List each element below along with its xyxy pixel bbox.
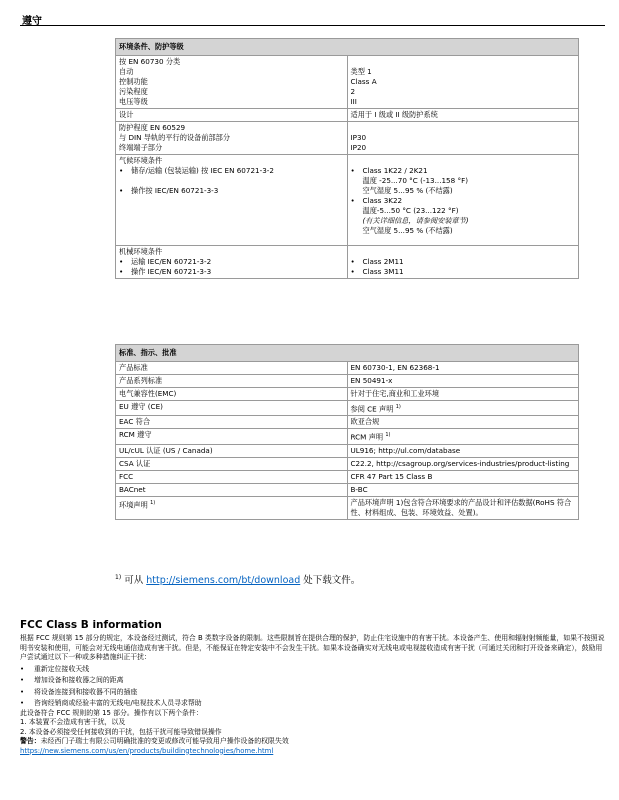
footnote-ref: 1): [385, 432, 391, 439]
table-row: [116, 362, 579, 375]
fcc-warning: [20, 737, 605, 747]
cell-text: RCM 遵守: [116, 429, 348, 444]
cell-text: EU 遵守 (CE): [116, 401, 348, 416]
environment-conditions-table: [115, 38, 579, 279]
cell-title: 气候环境条件: [119, 156, 163, 165]
footnote-text: 可从: [121, 575, 147, 586]
section-divider: [20, 25, 605, 26]
table-row: [116, 470, 579, 483]
section-title: 遵守: [22, 16, 42, 27]
cell-text: UL/cUL 认证 (US / Canada): [116, 444, 348, 457]
cell-text: 空气湿度 5...95 % (不结露): [362, 226, 453, 235]
cell-text: 适用于 I 级或 II 级防护系统: [347, 109, 579, 122]
footnote-marker: 1): [115, 573, 122, 581]
warning-label: 警告：: [20, 737, 41, 745]
cell-text: 终端端子部分: [119, 143, 163, 152]
standards-approvals-table: [115, 344, 579, 520]
cell-text: CSA 认证: [116, 457, 348, 470]
table-row: [116, 496, 579, 519]
table-row: [116, 56, 579, 109]
bullet-item: • Class 1K22 / 2K21: [351, 166, 576, 176]
cell-text: 按 EN 60730 分类: [119, 57, 181, 66]
cell-text: 自动: [119, 67, 134, 76]
table-row: [116, 246, 579, 279]
cell-text: 防护程度 EN 60529: [119, 123, 186, 132]
cell-text: 与 DIN 导轨的平行的设备前部部分: [119, 133, 231, 142]
download-link[interactable]: http://siemens.com/bt/download: [146, 575, 301, 586]
table-row: [116, 122, 579, 155]
cell-text: EN 60730-1, EN 62368-1: [347, 362, 579, 375]
fcc-condition: 2. 本设备必须接受任何接收到的干扰，包括干扰可能导致错误操作: [20, 727, 222, 736]
cell-text: FCC: [116, 470, 348, 483]
cell-text: III: [350, 97, 357, 106]
footnote-ref: 1): [395, 404, 401, 410]
bullet-item: • 操作 IEC/EN 60721-3-3: [119, 267, 344, 277]
bullet-item: • Class 2M11: [351, 257, 576, 267]
cell-text: CFR 47 Part 15 Class B: [347, 470, 579, 483]
bullet-item: • 储存/运输 (包装运输) 按 IEC EN 60721-3-2: [119, 166, 344, 176]
table-row: [116, 483, 579, 496]
cell-text: C22.2, http://csagroup.org/services-industries/product-listing: [347, 457, 579, 470]
cell-text: 产品环境声明 1)包含符合环境要求的产品设计和评估数据(RoHS 符合性、材料组成、包装、环境效益、处置)。: [347, 496, 579, 519]
cell-text: 类型 1: [350, 67, 372, 76]
cell-text: 环境声明: [119, 500, 148, 510]
cell-text: 空气湿度 5...95 % (不结露): [362, 186, 453, 195]
table-row: [116, 444, 579, 457]
cell-text: RCM 声明: [350, 432, 384, 442]
table-row: [116, 416, 579, 429]
bullet-item: • Class 3K22: [351, 196, 576, 206]
table-row: [116, 457, 579, 470]
cell-text: 污染程度: [119, 87, 148, 96]
cell-text: 控制功能: [119, 77, 148, 86]
siemens-link[interactable]: https://new.siemens.com/us/en/products/buildingtechnologies/home.html: [20, 746, 274, 755]
fcc-section: [20, 634, 605, 756]
table-row: [116, 155, 579, 246]
cell-text: B-BC: [347, 483, 579, 496]
warning-text: 未经西门子瑞士有限公司明确批准的变更或修改可能导致用户操作设备的权限失效: [40, 737, 289, 745]
fcc-paragraph: 根据 FCC 规则第 15 部分的规定，本设备经过测试，符合 B 类数字设备的限制。这些限制旨在提供合理的保护，防止住宅设施中的有害干扰。本设备产生、使用和辐射射频能量，如果不按照说明书安装和使用，可能会对无线电通信造成有害干扰。但是，不能保证在特定安装中不会发生干扰。如果本设备确实对无线电或电视接收造成有害干扰（可通过关闭和打开设备来确定），鼓励用户尝试通过以下一种或多种措施纠正干扰：: [20, 634, 605, 661]
download-footnote: [115, 572, 360, 586]
cell-text: BACnet: [116, 483, 348, 496]
cell-text: 针对于住宅,商业和工业环境: [347, 388, 579, 401]
table-row: [116, 401, 579, 416]
cell-text: 电压等级: [119, 97, 148, 106]
table-row: [116, 375, 579, 388]
table-row: [116, 429, 579, 444]
cell-text: IP30: [350, 133, 367, 142]
table-header: 环境条件、防护等级: [116, 39, 579, 56]
footnote-text: 处下载文件。: [300, 575, 361, 586]
cell-text: 设计: [116, 109, 348, 122]
bullet-item: • 操作按 IEC/EN 60721-3-3: [119, 186, 344, 196]
cell-title: 机械环境条件: [119, 247, 163, 256]
footnote-ref: 1): [150, 499, 156, 506]
cell-text: (有关详细信息，请参阅安装章节): [362, 216, 469, 225]
bullet-item: • 将设备连接到和接收器不同的插座: [20, 688, 605, 698]
cell-text: 产品标准: [116, 362, 348, 375]
table-row: [116, 109, 579, 122]
bullet-item: • 咨询经销商或经验丰富的无线电/电视技术人员寻求帮助: [20, 699, 605, 709]
fcc-heading: FCC Class B information: [20, 619, 162, 631]
cell-text: EN 50491-x: [347, 375, 579, 388]
cell-text: 温度-5...50 °C (23...122 °F): [362, 206, 459, 215]
cell-text: 电气兼容性(EMC): [116, 388, 348, 401]
cell-text: 温度 -25...70 °C (-13...158 °F): [362, 176, 469, 185]
bullet-item: • Class 3M11: [351, 267, 576, 277]
cell-text: 欧亚合规: [347, 416, 579, 429]
table-row: [116, 388, 579, 401]
table-header: 标准、指示、批准: [116, 345, 579, 362]
bullet-item: • 增加设备和接收器之间的距离: [20, 676, 605, 686]
cell-text: EAC 符合: [116, 416, 348, 429]
bullet-item: • 运输 IEC/EN 60721-3-2: [119, 257, 344, 267]
fcc-condition: 1. 本装置不会造成有害干扰，以及: [20, 718, 126, 726]
cell-text: IP20: [350, 143, 367, 152]
cell-text: 2: [350, 87, 356, 96]
cell-text: 产品系列标准: [116, 375, 348, 388]
cell-text: 参阅 CE 声明: [350, 404, 394, 414]
fcc-text: 此设备符合 FCC 规则的第 15 部分。操作有以下两个条件：: [20, 708, 203, 717]
cell-text: Class A: [350, 77, 377, 86]
bullet-item: • 重新定位接收天线: [20, 665, 605, 675]
cell-text: UL916; http://ul.com/database: [347, 444, 579, 457]
